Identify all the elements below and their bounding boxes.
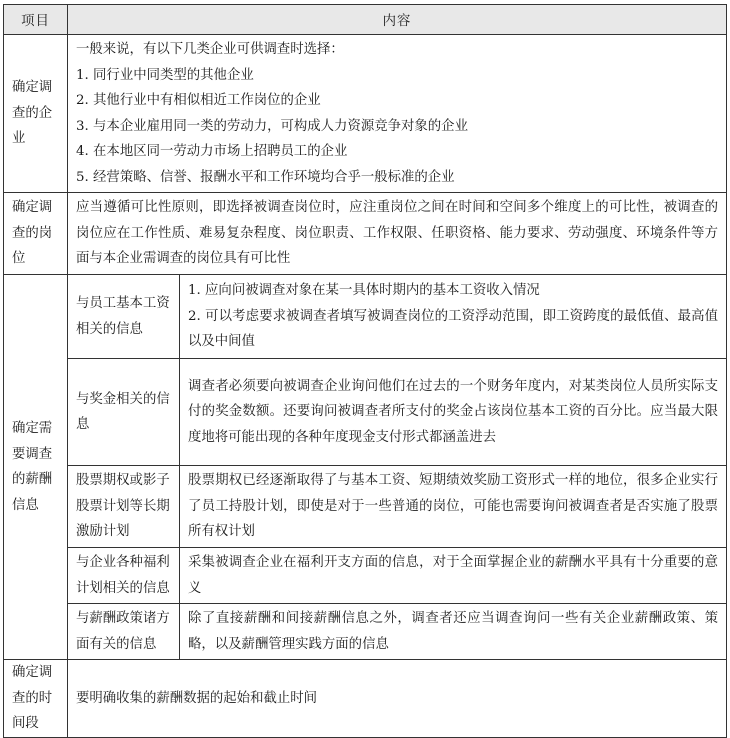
row-salary-policy [4,604,727,660]
stock-content: 股票期权已经逐渐取得了与基本工资、短期绩效奖励工资形式一样的地位，很多企业实行了员工持股计划，即使是对于一些普通的岗位，可能也需要询问被调查者是否实施了股票所有权计划 [180,466,727,548]
list-item: 2. 可以考虑要求被调查者填写被调查岗位的工资浮动范围，即工资跨度的最低值、最高值以及中间值 [188,308,718,350]
row-label-companies: 确定调查的企业 [4,35,68,193]
sub-label-bonus: 与奖金相关的信息 [68,359,180,466]
row-salary-basic [4,275,727,359]
row-salary-welfare [4,548,727,604]
header-content: 内容 [68,5,727,35]
companies-content [68,35,727,193]
row-label-salary: 确定需要调查的薪酬信息 [4,275,68,660]
list-item: 1. 应向问被调查对象在某一具体时期内的基本工资收入情况 [188,283,540,299]
row-salary-stock [4,466,727,548]
sub-label-welfare: 与企业各种福利计划相关的信息 [68,548,180,604]
bonus-content: 调查者必须要向被调查企业询问他们在过去的一个财务年度内，对某类岗位人员所实际支付的奖金数额。还要询问被调查者所支付的奖金占该岗位基本工资的百分比。应当最大限度地将可能出现的各种年度现金支付形式都涵盖进去 [180,359,727,466]
row-period [4,660,727,738]
sub-label-policy: 与薪酬政策诸方面有关的信息 [68,604,180,660]
list-item: 4. 在本地区同一劳动力市场上招聘员工的企业 [76,144,348,159]
period-content: 要明确收集的薪酬数据的起始和截止时间 [68,660,727,738]
policy-content: 除了直接薪酬和间接薪酬信息之外，调查者还应当调查询问一些有关企业薪酬政策、策略，以及薪酬管理实践方面的信息 [180,604,727,660]
row-companies [4,35,727,193]
list-item: 5. 经营策略、信誉、报酬水平和工作环境均合乎一般标准的企业 [76,169,455,185]
basic-content [180,275,727,359]
sub-label-basic: 与员工基本工资相关的信息 [68,275,180,359]
row-label-period: 确定调查的时间段 [4,660,68,738]
list-item: 1. 同行业中同类型的其他企业 [76,67,254,83]
row-salary-bonus [4,359,727,466]
info-table [3,4,727,738]
header-item: 项目 [4,5,68,35]
companies-intro: 一般来说，有以下几类企业可供调查时选择： [76,42,344,57]
list-item: 2. 其他行业中有相似相近工作岗位的企业 [76,93,321,108]
row-label-positions: 确定调查的岗位 [4,193,68,275]
header-row [4,5,727,35]
row-positions [4,193,727,275]
positions-content: 应当遵循可比性原则，即选择被调查岗位时，应注重岗位之间在时间和空间多个维度上的可比性，被调查的岗位应在工作性质、难易复杂程度、岗位职责、工作权限、任职资格、能力要求、劳动强度、环境条件等方面与本企业需调查的岗位具有可比性 [68,193,727,275]
list-item: 3. 与本企业雇用同一类的劳动力，可构成人力资源竞争对象的企业 [76,118,468,134]
welfare-content: 采集被调查企业在福利开支方面的信息，对于全面掌握企业的薪酬水平具有十分重要的意义 [180,548,727,604]
sub-label-stock: 股票期权或影子股票计划等长期激励计划 [68,466,180,548]
